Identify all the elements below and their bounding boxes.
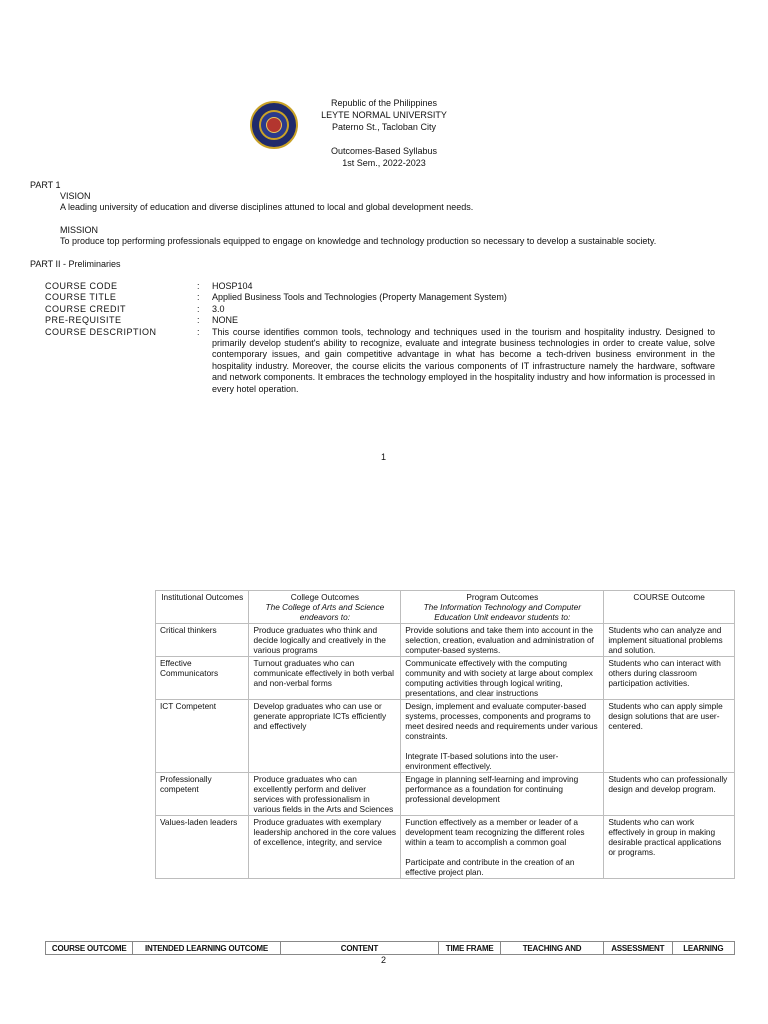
- header-course-outcome-col: COURSE OUTCOME: [46, 942, 133, 955]
- header-assessment-col: ASSESSMENT: [603, 942, 672, 955]
- table-row: [156, 773, 735, 816]
- cell-course: Students who can analyze and implement situational problems and solution.: [604, 624, 735, 657]
- cell-program-text: Engage in planning self-learning and improving performance as a foundation for continuing professional development: [405, 774, 579, 804]
- course-code-row: [45, 281, 715, 292]
- header-course-title: COURSE Outcome: [633, 592, 705, 602]
- header-time-frame-col: TIME FRAME: [439, 942, 501, 955]
- header-syllabus-title: Outcomes-Based Syllabus: [330, 146, 438, 156]
- cell-program-text: Function effectively as a member or leader of a development team recognizing the different roles within a team to accomplish a common goal: [405, 817, 585, 847]
- course-description-value: This course identifies common tools, technology and techniques used in the tourism and hospitality industry. Designed to primarily develop student's ability to recognize, evaluate and integrate business technologies in order to create value, solve contemporary issues, and gain competitive advantage in what has become a tech-driven business environment in the hospitality industry. Moreover, the course elicits the various components of IT infrastructure namely the hardware, software and network components. It embraces the technology employed in the hospitality industry and how information is processed in every hotel operation.: [212, 326, 715, 394]
- header-ilo-col: INTENDED LEARNING OUTCOME: [133, 942, 280, 955]
- header-college-outcomes: [249, 591, 401, 624]
- course-credit-key: COURSE CREDIT: [45, 303, 127, 314]
- cell-inst: Effective Communicators: [156, 657, 249, 700]
- cell-college: Produce graduates who can excellently perform and deliver services with professionalism in various fields in the Arts and Sciences: [249, 773, 401, 816]
- cell-course: Students who can work effectively in group in making desirable practical applications or programs.: [604, 816, 735, 879]
- cell-program-text: Communicate effectively with the computing community and with society at large about complex computing activities through logical writing, presentations, and clear instructions: [405, 658, 593, 698]
- header-program-sub: The Information Technology and Computer Education Unit endeavor students to:: [423, 602, 581, 622]
- header-address: Paterno St., Tacloban City: [332, 122, 436, 132]
- syllabus-header: [0, 97, 768, 169]
- header-semester: 1st Sem., 2022-2023: [342, 158, 426, 168]
- prerequisite-value: NONE: [212, 315, 239, 326]
- cell-college: Produce graduates with exemplary leadership anchored in the core values of excellence, integrity, and service: [249, 816, 401, 879]
- table-row: [156, 700, 735, 773]
- header-university: LEYTE NORMAL UNIVERSITY: [321, 110, 447, 120]
- header-college-sub: The College of Arts and Science endeavors to:: [265, 602, 385, 622]
- cell-inst: Values-laden leaders: [156, 816, 249, 879]
- course-credit-row: [45, 304, 715, 315]
- prerequisite-row: [45, 315, 715, 326]
- cell-college: Develop graduates who can use or generate appropriate ICTs efficiently and effectively: [249, 700, 401, 773]
- cell-inst: ICT Competent: [156, 700, 249, 773]
- header-content-col: CONTENT: [280, 942, 439, 955]
- table-row: [156, 624, 735, 657]
- cell-program: [401, 773, 604, 816]
- cell-program-text: Provide solutions and take them into account in the selection, creation, evaluation and administration of computer-based systems.: [405, 625, 594, 655]
- outcomes-header-row: [156, 591, 735, 624]
- cell-program-text-2: Participate and contribute in the creation of an effective project plan.: [405, 857, 575, 877]
- course-code-value: HOSP104: [212, 281, 253, 291]
- cell-program: [401, 657, 604, 700]
- table-row: [156, 657, 735, 700]
- course-info-table: [45, 281, 715, 395]
- cell-inst: Professionally competent: [156, 773, 249, 816]
- prerequisite-colon: :: [197, 315, 200, 326]
- header-institutional-title: Institutional Outcomes: [161, 592, 244, 602]
- outcomes-table: [155, 590, 735, 879]
- part1-title: PART 1: [30, 180, 61, 190]
- course-credit-value: 3.0: [212, 303, 225, 314]
- header-college-title: College Outcomes: [290, 592, 359, 602]
- course-description-row: [45, 327, 715, 395]
- cell-program-text-2: Integrate IT-based solutions into the user-environment effectively.: [405, 751, 559, 771]
- header-learning-col: LEARNING: [672, 942, 734, 955]
- course-code-key: COURSE CODE: [45, 281, 118, 291]
- vision-text: A leading university of education and diverse disciplines attuned to local and global development needs.: [60, 202, 474, 212]
- cell-college: Produce graduates who think and decide logically and creatively in the various programs: [249, 624, 401, 657]
- course-description-key: COURSE DESCRIPTION: [45, 326, 157, 337]
- header-program-title: Program Outcomes: [466, 592, 539, 602]
- cell-course: Students who can apply simple design solutions that are user-centered.: [604, 700, 735, 773]
- prerequisite-key: PRE-REQUISITE: [45, 315, 122, 326]
- vision-label: VISION: [60, 191, 91, 201]
- learning-plan-table: [45, 941, 735, 955]
- course-title-key: COURSE TITLE: [45, 292, 117, 303]
- cell-inst: Critical thinkers: [156, 624, 249, 657]
- course-description-colon: :: [197, 326, 200, 337]
- header-course-outcome: [604, 591, 735, 624]
- course-credit-colon: :: [197, 303, 200, 314]
- header-republic: Republic of the Philippines: [330, 98, 438, 108]
- cell-program: [401, 624, 604, 657]
- part2-title: PART II - Preliminaries: [30, 259, 121, 269]
- table-row: [156, 816, 735, 879]
- cell-program: [401, 700, 604, 773]
- header-institutional-outcomes: [156, 591, 249, 624]
- header-program-outcomes: [401, 591, 604, 624]
- mission-label: MISSION: [60, 225, 99, 235]
- cell-program: [401, 816, 604, 879]
- course-title-colon: :: [197, 292, 200, 303]
- cell-course: Students who can professionally design and develop program.: [604, 773, 735, 816]
- mission-text: To produce top performing professionals equipped to engage on knowledge and technology production so necessary to develop a sustainable society.: [60, 236, 657, 246]
- course-title-value: Applied Business Tools and Technologies (Property Management System): [212, 292, 507, 303]
- page-number-2: 2: [381, 955, 387, 965]
- cell-program-text: Design, implement and evaluate computer-based systems, processes, components and programs to meet desired needs and requirements under various constraints.: [405, 701, 598, 741]
- cell-college: Turnout graduates who can communicate effectively in both verbal and non-verbal forms: [249, 657, 401, 700]
- course-title-row: [45, 292, 715, 303]
- learning-plan-header-row: [46, 942, 735, 955]
- course-code-colon: :: [197, 281, 200, 291]
- header-teaching-col: TEACHING AND: [501, 942, 604, 955]
- page-number-1: 1: [381, 452, 387, 462]
- cell-course: Students who can interact with others during classroom participation activities.: [604, 657, 735, 700]
